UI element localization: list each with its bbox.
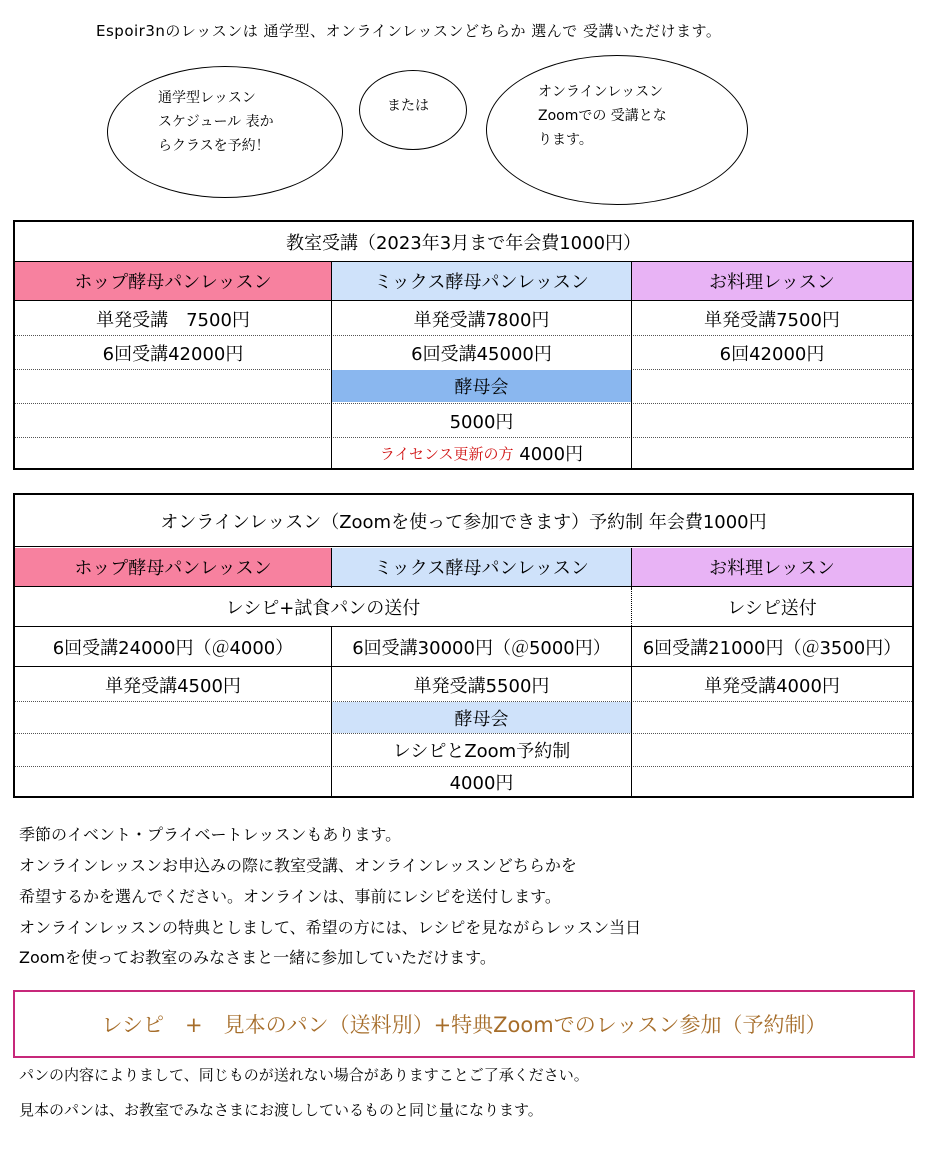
online-mix-six: 6回受講30000円（＠5000円）	[352, 638, 611, 659]
header-hop: ホップ酵母パンレッスン	[15, 262, 331, 300]
note-line: 季節のイベント・プライベートレッスンもあります。	[19, 825, 402, 844]
online-yeast-club-desc: レシピとZoom予約制	[392, 741, 571, 762]
column-divider	[331, 262, 332, 468]
divider	[631, 369, 912, 370]
divider	[15, 546, 912, 547]
header-mix: ミックス酵母パンレッスン	[332, 262, 631, 300]
note-line: オンラインレッスンお申込みの際に教室受講、オンラインレッスンどちらかを	[19, 856, 577, 875]
bubble-line: ります。	[538, 132, 593, 148]
online-header-mix: ミックス酵母パンレッスン	[332, 548, 631, 586]
online-benefit-banner: レシピ + 見本のパン（送料別）+特典Zoomでのレッスン参加（予約制）	[13, 990, 915, 1058]
column-divider	[631, 548, 632, 588]
online-table-title: オンラインレッスン（Zoomを使って参加できます）予約制 年会費1000円	[160, 511, 767, 533]
intro-text: Espoir3nのレッスンは 通学型、オンラインレッスンどちらか 選んで 受講いただけます。	[96, 22, 722, 40]
classroom-yeast-club-header: 酵母会	[332, 370, 631, 402]
online-header-cooking: お料理レッスン	[632, 548, 912, 586]
footer-note: パンの内容によりまして、同じものが送れない場合がありますことご了承ください。	[19, 1066, 589, 1084]
classroom-hop-single: 単発受講 7500円	[96, 309, 250, 331]
divider	[15, 626, 912, 627]
online-hop-single: 単発受講4500円	[105, 675, 241, 697]
divider	[15, 369, 332, 370]
bubble-line: Zoomでの 受講とな	[538, 108, 667, 124]
online-yeast-club-header: 酵母会	[332, 702, 631, 733]
divider	[15, 300, 912, 301]
license-price: 4000円	[519, 444, 584, 465]
bubble-or-text: または	[387, 98, 429, 114]
column-divider	[631, 262, 632, 468]
bubble-classroom-text	[158, 86, 274, 158]
online-cooking-single: 単発受講4000円	[704, 675, 840, 697]
classroom-hop-six: 6回受講42000円	[102, 343, 244, 365]
column-divider	[331, 548, 332, 588]
online-yeast-club-price: 4000円	[449, 772, 514, 794]
bubble-line: らクラスを予約！	[158, 138, 270, 154]
classroom-price-table	[13, 220, 914, 470]
column-divider	[631, 626, 632, 796]
classroom-yeast-club-price: 5000円	[449, 411, 514, 433]
bubble-online-text	[538, 80, 667, 152]
license-label: ライセンス更新の方	[379, 444, 514, 463]
bubble-line: 通学型レッスン	[158, 90, 256, 106]
online-delivery-bread: レシピ+試食パンの送付	[225, 598, 421, 619]
note-line: 希望するかを選んでください。オンラインは、事前にレシピを送付します。	[19, 887, 561, 906]
online-header-hop: ホップ酵母パンレッスン	[15, 548, 331, 586]
online-delivery-cooking: レシピ送付	[727, 598, 817, 619]
header-cooking: お料理レッスン	[632, 262, 912, 300]
column-divider	[631, 588, 632, 626]
classroom-cooking-single: 単発受講7500円	[704, 309, 840, 331]
note-line: オンラインレッスンの特典としまして、希望の方には、レシピを見ながらレッスン当日	[19, 918, 642, 937]
divider	[15, 666, 912, 667]
bubble-line: スケジュール 表か	[158, 114, 274, 130]
classroom-table-title: 教室受講（2023年3月まで年会費1000円）	[285, 233, 642, 254]
online-hop-six: 6回受講24000円（＠4000）	[52, 638, 294, 659]
classroom-mix-single: 単発受講7800円	[413, 309, 550, 331]
classroom-yeast-club-license	[332, 438, 631, 468]
note-line: Zoomを使ってお教室のみなさまと一緒に参加していただけます。	[19, 948, 496, 967]
online-price-table	[13, 493, 914, 798]
classroom-cooking-six: 6回42000円	[719, 343, 825, 365]
divider	[15, 586, 912, 587]
online-cooking-six: 6回受講21000円（＠3500円）	[642, 638, 902, 659]
footer-note: 見本のパンは、お教室でみなさまにお渡ししているものと同じ量になります。	[19, 1101, 543, 1119]
column-divider	[331, 626, 332, 796]
classroom-mix-six: 6回受講45000円	[411, 343, 552, 365]
bubble-line: オンラインレッスン	[538, 84, 664, 100]
online-mix-single: 単発受講5500円	[413, 675, 550, 697]
